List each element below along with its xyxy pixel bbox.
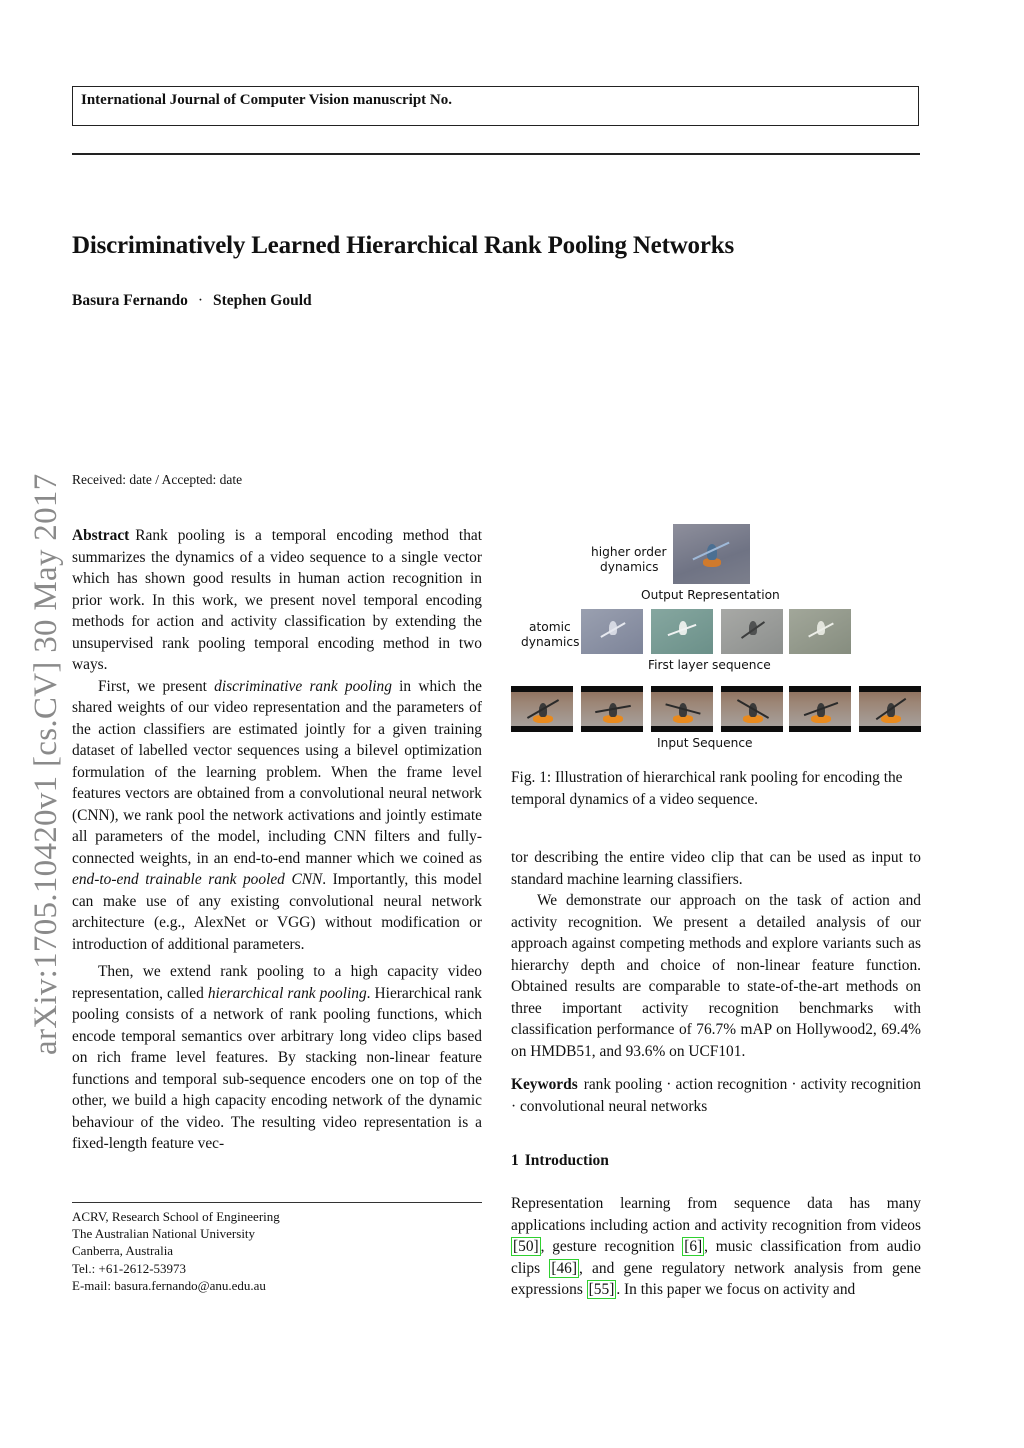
affiliation-footnote bbox=[72, 1208, 280, 1294]
label-output-representation: Output Representation bbox=[641, 588, 780, 602]
intro-text: . In this paper we focus on activity and bbox=[616, 1281, 856, 1298]
figure-1 bbox=[511, 520, 923, 755]
section-title: Introduction bbox=[524, 1152, 609, 1169]
label-atomic-dynamics: dynamics bbox=[521, 635, 580, 649]
abstract-column bbox=[72, 525, 482, 1155]
section-heading bbox=[511, 1152, 609, 1170]
author-name: Basura Fernando bbox=[72, 292, 188, 309]
label-input-sequence: Input Sequence bbox=[657, 736, 753, 750]
intro-text: Representation learning from sequence data has many applications including action and activity recognition from videos bbox=[511, 1195, 921, 1234]
abstract-paragraph bbox=[72, 525, 482, 676]
abstract-text: . Importantly, this model can make use of any existing convolutional neural network architecture (e.g., AlexNet or VGG) without modification or introduction of additional parameters. bbox=[72, 871, 482, 953]
input-frame bbox=[581, 686, 643, 732]
abstract-text: Then, we extend rank pooling to a high capacity video representation, called bbox=[72, 963, 482, 1002]
abstract-paragraph bbox=[72, 961, 482, 1155]
affiliation-email: E-mail: basura.fernando@anu.edu.au bbox=[72, 1277, 266, 1293]
citation-link[interactable]: [6] bbox=[684, 1238, 703, 1255]
footnote-rule bbox=[72, 1202, 482, 1203]
abstract-text: First, we present bbox=[98, 677, 215, 695]
label-higher-order-dynamics: dynamics bbox=[600, 560, 659, 574]
paper-title: Discriminatively Learned Hierarchical Rank Pooling Networks bbox=[72, 232, 734, 259]
section-number: 1 bbox=[511, 1152, 519, 1169]
affiliation-line: Canberra, Australia bbox=[72, 1243, 174, 1259]
citation-link[interactable]: [55] bbox=[588, 1281, 615, 1298]
first-layer-image bbox=[721, 609, 783, 654]
body-paragraph: tor describing the entire video clip that can be used as input to standard machine learning classifiers. bbox=[511, 849, 921, 888]
input-frame bbox=[651, 686, 713, 732]
figure-caption: Fig. 1: Illustration of hierarchical rank pooling for encoding the temporal dynamics of a video sequence. bbox=[511, 769, 903, 808]
abstract-text: Rank pooling is a temporal encoding method that summarizes the dynamics of a video sequence to a single vector which has shown good results in human action recognition in prior work. In this work, we present novel temporal encoding methods for action and activity classification by extending the unsupervised rank pooling temporal encoding method in two ways. bbox=[72, 527, 482, 673]
intro-text: , and gene regulatory network analysis from gene expressions bbox=[511, 1259, 921, 1298]
emphasis: end-to-end trainable rank pooled CNN bbox=[72, 871, 323, 888]
author-list bbox=[72, 292, 312, 310]
right-column-upper bbox=[511, 847, 921, 1117]
citation-link[interactable]: [50] bbox=[513, 1238, 539, 1255]
citation-link[interactable]: [46] bbox=[551, 1259, 577, 1277]
keywords-list: rank pooling · action recognition · activity recognition · convolutional neural networks bbox=[511, 1076, 921, 1115]
first-layer-image bbox=[581, 609, 643, 654]
author-separator: · bbox=[197, 292, 204, 309]
arxiv-side-stamp: arXiv:1705.10420v1 [cs.CV] 30 May 2017 bbox=[28, 473, 64, 1055]
label-higher-order: higher order bbox=[591, 545, 667, 559]
input-frame bbox=[721, 686, 783, 732]
label-first-layer-sequence: First layer sequence bbox=[648, 658, 771, 672]
affiliation-line: ACRV, Research School of Engineering bbox=[72, 1209, 280, 1224]
affiliation-line: The Australian National University bbox=[72, 1226, 256, 1242]
abstract-text: in which the shared weights of our video representation and the parameters of the action classifiers are estimated jointly for a given training dataset of labelled vector sequences using a bilevel optimization formulation of the learning problem. When the frame level features vectors are obtained from a convolutional neural network (CNN), we rank pool the network activations and jointly estimate all parameters of the model, including CNN filters and fully-connected weights, in an end-to-end manner which we coined as bbox=[72, 677, 482, 867]
received-date: Received: date / Accepted: date bbox=[72, 472, 243, 487]
header-rule bbox=[72, 153, 920, 155]
emphasis: discriminative rank pooling bbox=[214, 677, 392, 695]
input-frame bbox=[511, 686, 573, 732]
input-frame bbox=[859, 686, 921, 732]
keywords-paragraph bbox=[511, 1074, 921, 1117]
body-paragraph: We demonstrate our approach on the task of action and activity recognition. We present a detailed analysis of our approach against competing methods and explore variants such as hierarchy depth and choice of non-linear feature function. Obtained results are comparable to state-of-the-art methods on three important activity recognition benchmarks with classification performance of 76.7% mAP on Hollywood2, 69.4% on HMDB51, and 93.6% on UCF101. bbox=[511, 892, 921, 1060]
intro-text: , gesture recognition bbox=[540, 1238, 683, 1255]
intro-column bbox=[511, 1193, 921, 1301]
first-layer-image bbox=[651, 609, 713, 654]
emphasis: hierarchical rank pooling bbox=[207, 984, 367, 1002]
input-frame bbox=[789, 686, 851, 732]
keywords-heading: Keywords bbox=[511, 1076, 578, 1093]
author-name: Stephen Gould bbox=[213, 292, 312, 309]
abstract-heading: Abstract bbox=[72, 527, 130, 544]
intro-paragraph bbox=[511, 1193, 921, 1301]
label-atomic: atomic bbox=[529, 620, 571, 634]
abstract-paragraph bbox=[72, 676, 482, 956]
affiliation-line: Tel.: +61-2612-53973 bbox=[72, 1260, 187, 1276]
output-representation-image bbox=[673, 524, 750, 584]
intro-text: , music classification from audio clips bbox=[511, 1238, 921, 1277]
journal-header-box bbox=[72, 86, 919, 126]
first-layer-image bbox=[789, 609, 851, 654]
abstract-text: . Hierarchical rank pooling consists of a network of rank pooling functions, which encode temporal semantics over arbitrary long video clips based on rich frame level features. By stacking non-linear feature functions and temporal sub-sequence encoders one on top of the other, we build a high capacity encoding network of the dynamic behaviour of the video. The resulting video representation is a fixed-length feature vec- bbox=[72, 984, 482, 1152]
journal-name: International Journal of Computer Vision manuscript No. bbox=[81, 92, 453, 108]
